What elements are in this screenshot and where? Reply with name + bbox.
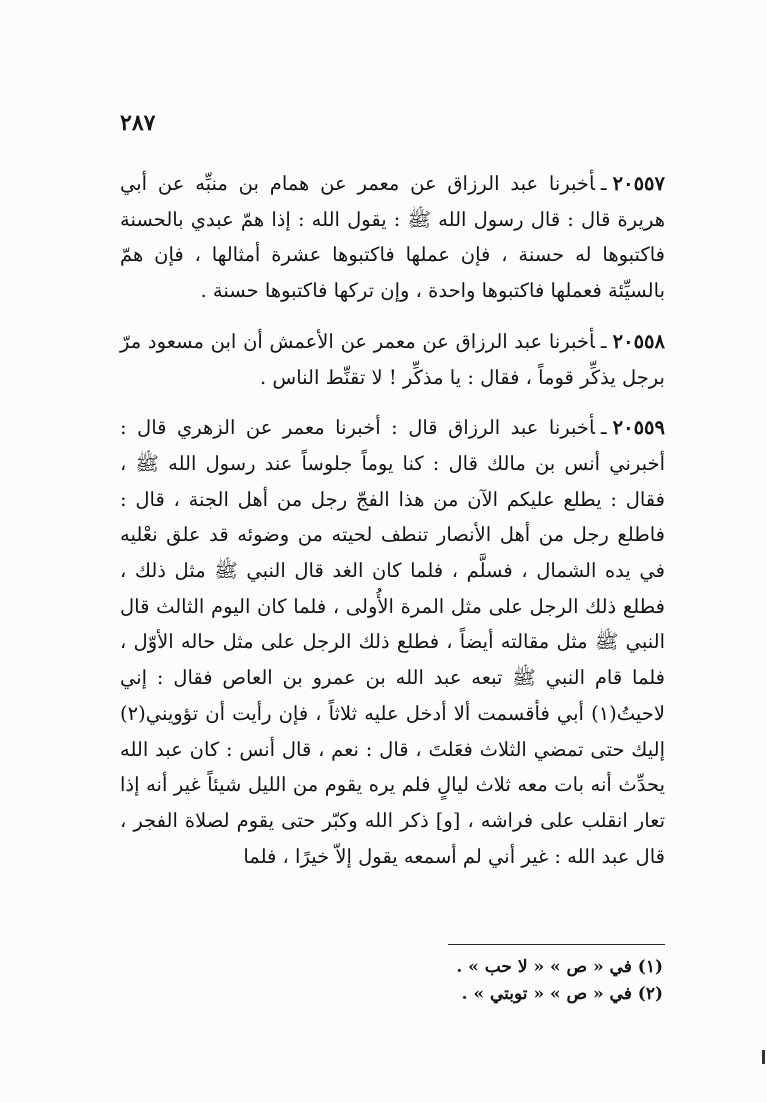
hadith-separator: ـ (600, 329, 607, 353)
hadith-number: ٢٠٥٥٧ (612, 172, 665, 195)
hadith-entries (120, 166, 665, 889)
page-number: ٢٨٧ (120, 110, 156, 136)
scan-margin-mark (762, 1050, 765, 1064)
hadith-number: ٢٠٥٥٩ (612, 416, 665, 440)
document-page (120, 110, 665, 1030)
hadith-text: أخبرنا عبد الرزاق قال : أخبرنا معمر عن الزهري قال : أخبرني أنس بن مالك قال : كنا يوماً جلوساً عند رسول الله ﷺ ، فقال : يطلع عليكم الآن من هذا الفجّ رجل من أهل الجنة ، قال : فاطلع رجل من أهل الأنصار تنطف لحيته من وضوئه قد علق نعْليه في يده الشمال ، فسلَّم ، فلما كان الغد قال النبي ﷺ مثل ذلك ، فطلع ذلك الرجل على مثل المرة الأُولى ، فلما كان اليوم الثالث قال النبي ﷺ مثل مقالته أيضاً ، فطلع ذلك الرجل على مثل حاله الأوّل ، فلما قام النبي ﷺ تبعه عبد الله بن عمرو بن العاص فقال : إني لاحيتُ(١) أبي فأقسمت ألا أدخل عليه ثلاثاً ، فإن رأيت أن تؤويني(٢) إليك حتى تمضي الثلاث فعَلتَ ، قال : نعم ، قال أنس : كان عبد الله يحدِّث أنه بات معه ثلاث ليالٍ فلم يره يقوم من الليل شيئاً غير أنه إذا تعار انقلب على فراشه ، [و] ذكر الله وكبّر حتى يقوم لصلاة الفجر ، قال عبد الله : غير أني لم أسمعه يقول إلاّ خيرًا ، فلما (120, 416, 665, 868)
hadith-entry (120, 324, 665, 395)
hadith-separator: ـ (600, 416, 607, 440)
hadith-number: ٢٠٥٥٨ (612, 329, 665, 353)
footnotes (120, 954, 665, 1008)
footnote: (١) في « ص » « لا حب » . (456, 957, 663, 977)
footnote: (٢) في « ص » « توبتي » . (461, 984, 663, 1004)
footnote-divider (448, 944, 665, 945)
hadith-separator: ـ (600, 172, 607, 195)
hadith-text: أخبرنا عبد الرزاق عن معمر عن الأعمش أن ابن مسعود مرّ برجل يذكِّر قوماً ، فقال : يا مذكِّر ! لا تقنِّط الناس . (120, 329, 665, 389)
hadith-entry (120, 410, 665, 874)
hadith-text: أخبرنا عبد الرزاق عن معمر عن همام بن منبِّه عن أبي هريرة قال : قال رسول الله ﷺ : يقول الله : إذا همّ عبدي بالحسنة فاكتبوها له حسنة ، فإن عملها فاكتبوها عشرة أمثالها ، فإن همّ بالسيِّئة فعملها فاكتبوها واحدة ، وإن تركها فاكتبوها حسنة . (120, 172, 665, 303)
hadith-entry (120, 166, 665, 309)
